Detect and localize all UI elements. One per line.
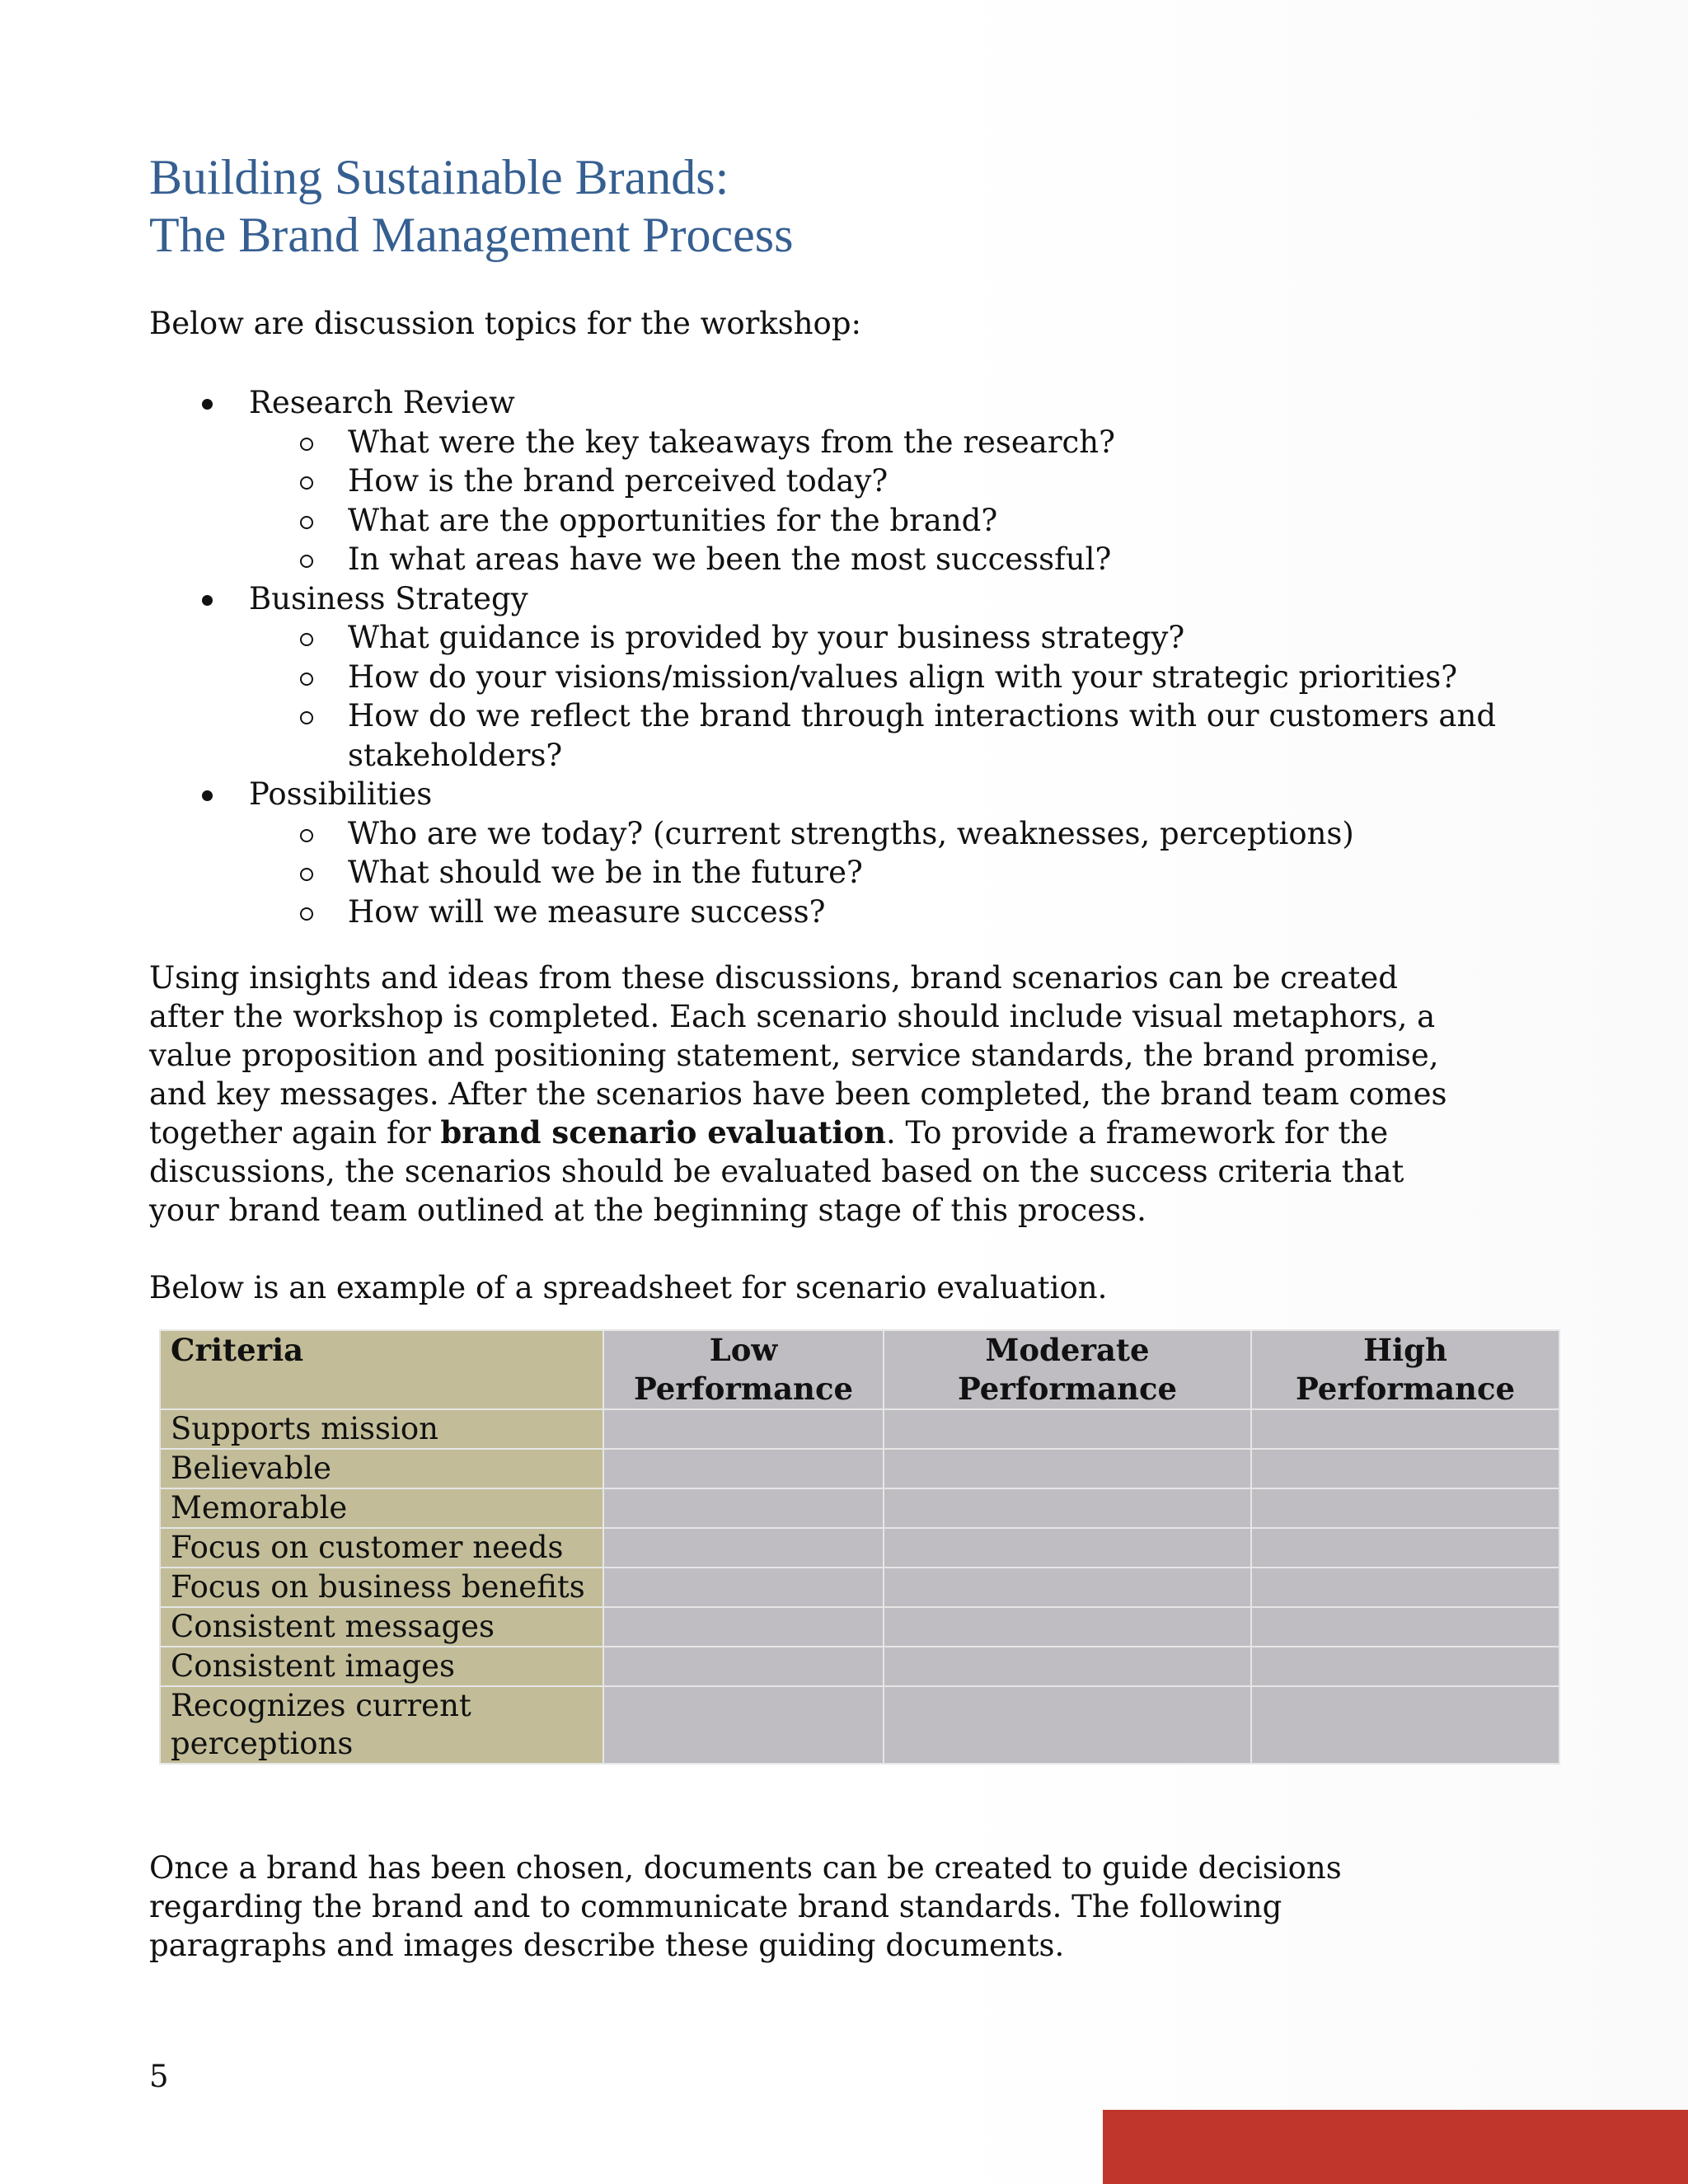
question-text: How will we measure success? [348,893,826,930]
moderate-cell[interactable] [884,1409,1251,1449]
topic-question [149,696,1550,775]
topic-question [149,618,1550,658]
circle-bullet-icon [300,476,313,490]
moderate-cell[interactable] [884,1528,1251,1568]
criteria-cell: Memorable [160,1488,603,1528]
bold-term: brand scenario evaluation [440,1114,886,1151]
criteria-cell: Consistent images [160,1647,603,1686]
table-row [160,1686,1559,1764]
question-text: What should we be in the future? [348,855,863,890]
circle-bullet-icon [300,516,313,529]
criteria-cell: Focus on customer needs [160,1528,603,1568]
moderate-cell[interactable] [884,1607,1251,1647]
topic-question [149,893,1550,932]
circle-bullet-icon [300,555,313,568]
low-cell[interactable] [603,1607,884,1647]
topic-question [149,423,1550,462]
table-intro-text: Below is an example of a spreadsheet for scenario evaluation. [149,1270,1108,1305]
table-row [160,1449,1559,1488]
low-cell[interactable] [603,1686,884,1764]
moderate-cell[interactable] [884,1488,1251,1528]
table-row [160,1568,1559,1607]
topic-research-review [149,383,1550,579]
closing-paragraph: Once a brand has been chosen, documents can be created to guide decisions regarding the brand and to communicate brand standards. The following paragraphs and images describe these guiding documents. [149,1850,1342,1963]
question-text: In what areas have we been the most successful? [348,541,1112,577]
high-cell[interactable] [1251,1409,1559,1449]
criteria-cell: Consistent messages [160,1607,603,1647]
title-line-1: Building Sustainable Brands: [149,150,729,204]
circle-bullet-icon [300,711,313,724]
paragraph-text: . To provide a framework for the discussions, the scenarios should be evaluated based on the success criteria that your brand team outlined at the beginning stage of this process. [149,1115,1404,1228]
high-cell[interactable] [1251,1686,1559,1764]
topic-label-text: Research Review [249,385,515,420]
bullet-icon [202,790,213,801]
intro-text: Below are discussion topics for the workshop: [149,306,861,341]
question-text: How do your visions/mission/values align with your strategic priorities? [348,658,1458,695]
topic-question [149,462,1550,501]
moderate-cell[interactable] [884,1647,1251,1686]
circle-bullet-icon [300,907,313,921]
topic-label [149,383,1550,423]
moderate-cell[interactable] [884,1449,1251,1488]
header-criteria: Criteria [160,1330,603,1409]
topic-question [149,501,1550,541]
table-header-row [160,1330,1559,1409]
high-cell[interactable] [1251,1449,1559,1488]
criteria-cell: Recognizes current perceptions [160,1686,603,1764]
topic-question [149,540,1550,579]
low-cell[interactable] [603,1568,884,1607]
header-moderate-performance: Moderate Performance [884,1330,1251,1409]
question-text: What are the opportunities for the brand? [348,502,998,538]
paragraph-text: Using insights and ideas from these discussions, brand scenarios can be created after the workshop is completed. Each scenario should include visual metaphors, a value proposition and positioning statement, service standards, the brand promise, and key messages. After the scenarios have been completed, the brand team comes together again for [149,960,1447,1151]
header-low-performance: Low Performance [603,1330,884,1409]
table-row [160,1607,1559,1647]
question-text: How do we reflect the brand through interactions with our customers and stakeholders? [348,698,1497,773]
title-line-2: The Brand Management Process [149,208,794,262]
topic-label [149,775,1550,814]
circle-bullet-icon [300,673,313,686]
high-cell[interactable] [1251,1488,1559,1528]
question-text: What guidance is provided by your business strategy? [348,620,1185,655]
table-row [160,1488,1559,1528]
question-text: Who are we today? (current strengths, weaknesses, perceptions) [348,815,1354,851]
page-number: 5 [149,2059,169,2094]
topic-question [149,814,1550,854]
page-title [149,148,1550,264]
bullet-icon [202,595,213,606]
criteria-cell: Focus on business benefits [160,1568,603,1607]
scenario-evaluation-table [159,1329,1560,1765]
topic-label-text: Business Strategy [249,580,528,616]
topic-business-strategy [149,579,1550,776]
high-cell[interactable] [1251,1568,1559,1607]
low-cell[interactable] [603,1409,884,1449]
low-cell[interactable] [603,1647,884,1686]
low-cell[interactable] [603,1488,884,1528]
low-cell[interactable] [603,1528,884,1568]
high-cell[interactable] [1251,1528,1559,1568]
question-text: How is the brand perceived today? [348,463,889,499]
scenario-paragraph [149,958,1468,1230]
topic-possibilities [149,775,1550,931]
circle-bullet-icon [300,438,313,451]
moderate-cell[interactable] [884,1568,1251,1607]
high-cell[interactable] [1251,1647,1559,1686]
circle-bullet-icon [300,829,313,842]
high-cell[interactable] [1251,1607,1559,1647]
bullet-icon [202,399,213,410]
question-text: What were the key takeaways from the research? [348,424,1115,460]
criteria-cell: Believable [160,1449,603,1488]
topic-question [149,853,1550,893]
criteria-cell: Supports mission [160,1409,603,1449]
low-cell[interactable] [603,1449,884,1488]
discussion-topics-list [149,383,1550,931]
circle-bullet-icon [300,633,313,646]
table-row [160,1409,1559,1449]
table-row [160,1647,1559,1686]
header-high-performance: High Performance [1251,1330,1559,1409]
table-row [160,1528,1559,1568]
footer-accent-bar [1103,2110,1688,2184]
topic-question [149,658,1550,697]
topic-label-text: Possibilities [249,776,433,812]
moderate-cell[interactable] [884,1686,1251,1764]
circle-bullet-icon [300,868,313,881]
topic-label [149,579,1550,619]
